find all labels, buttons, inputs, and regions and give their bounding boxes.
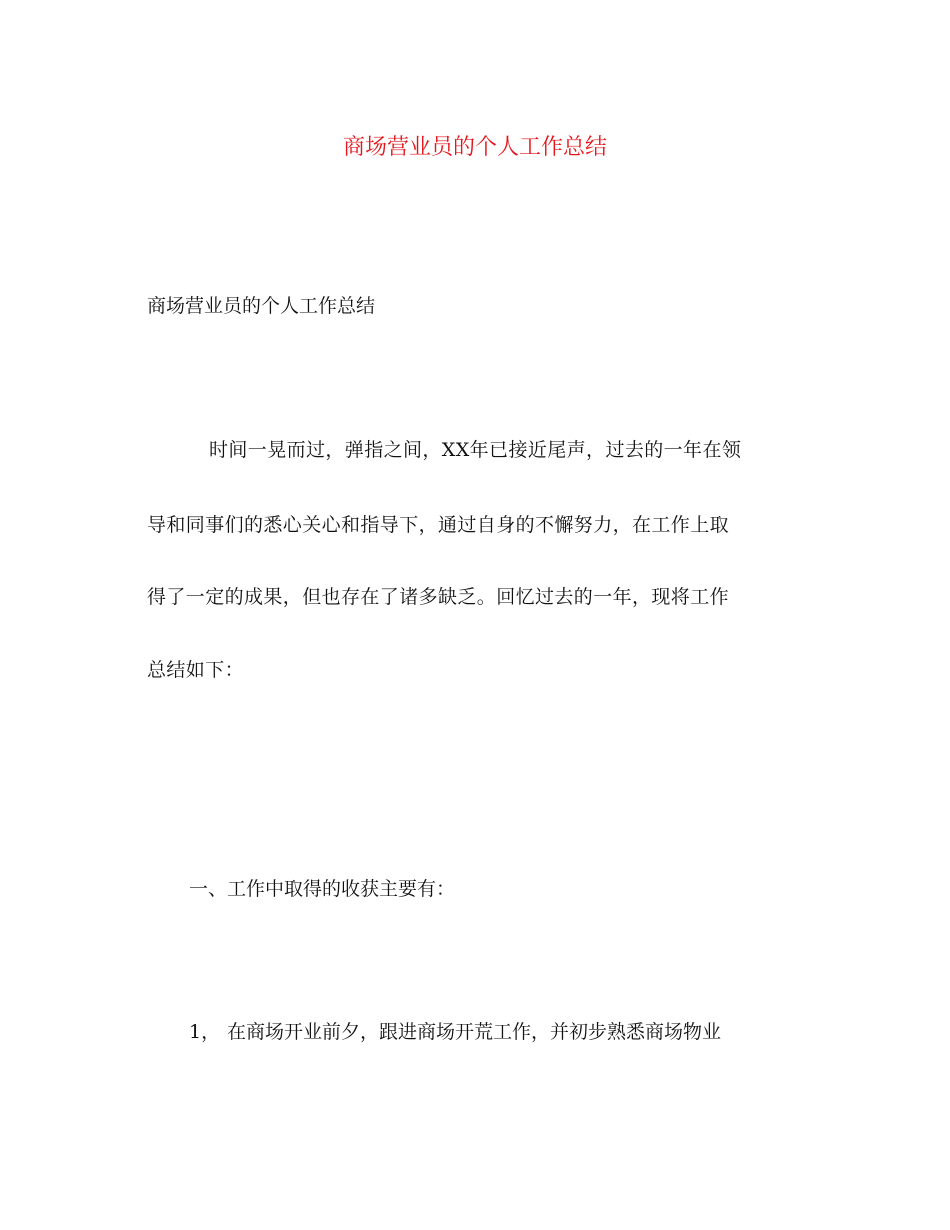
- section-heading: 一、工作中取得的收获主要有：: [189, 878, 456, 900]
- paragraph-line: 导和同事们的悉心关心和指导下，通过自身的不懈努力，在工作上取: [147, 514, 730, 536]
- paragraph-line: 时间一晃而过，弹指之间，XX年已接近尾声，过去的一年在领: [209, 439, 742, 461]
- list-item-text: 在商场开业前夕，跟进商场开荒工作，并初步熟悉商场物业: [227, 1021, 722, 1043]
- paragraph-line: 得了一定的成果，但也存在了诸多缺乏。回忆过去的一年，现将工作: [147, 586, 730, 608]
- document-title: 商场营业员的个人工作总结: [342, 135, 607, 160]
- list-item-number: 1，: [189, 1021, 221, 1043]
- list-item: [189, 1016, 721, 1048]
- paragraph-line: 总结如下：: [147, 659, 245, 681]
- document-subtitle: 商场营业员的个人工作总结: [147, 295, 376, 317]
